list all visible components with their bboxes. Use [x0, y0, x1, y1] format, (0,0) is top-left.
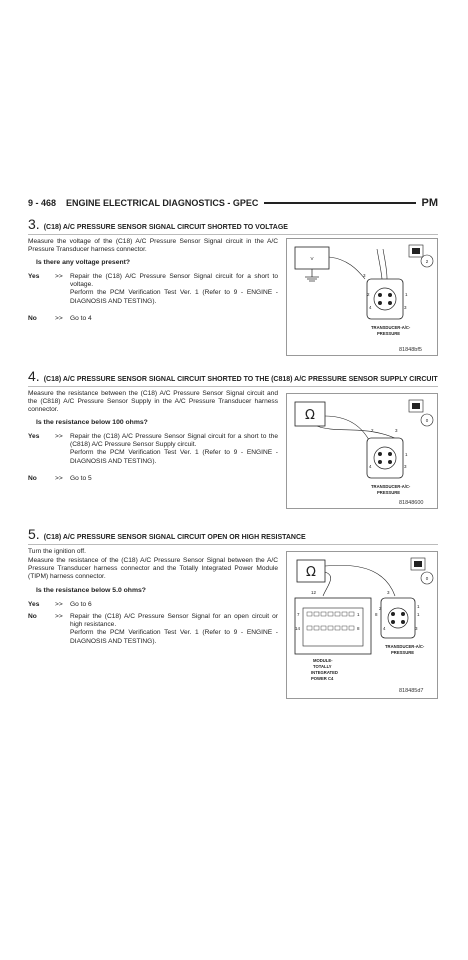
meter-symbol: Ω — [306, 565, 316, 580]
figure-label: PRESSURE — [391, 650, 415, 655]
pin-label: 1 — [417, 604, 420, 609]
pin-label: 7 — [297, 612, 300, 617]
meter-symbol: V — [310, 256, 314, 261]
answer-line: Repair the (C18) A/C Pressure Sensor Signal circuit for a short to voltage. — [70, 273, 278, 289]
test-question: Is there any voltage present? — [36, 259, 131, 266]
answer-arrow: >> — [55, 601, 63, 608]
answer-key: Yes — [28, 433, 40, 440]
answer-arrow: >> — [55, 613, 63, 620]
figure-label: MODULE- — [313, 658, 333, 663]
figure-id: 81848600 — [399, 500, 424, 506]
manual-page — [28, 196, 438, 694]
answer-key: Yes — [28, 601, 40, 608]
meter-symbol: Ω — [305, 408, 315, 423]
answer-line: Repair the (C18) A/C Pressure Sensor Signal circuit for a short to the (C818) A/C Pressure Sensor Supply circuit. — [70, 433, 278, 449]
instruction-text: Turn the ignition off. — [28, 548, 86, 555]
answer-key: No — [28, 613, 37, 620]
step-heading — [28, 370, 438, 387]
pin-label: 3 — [363, 273, 366, 278]
figure-label: TOTALLY — [313, 664, 332, 669]
figure-label: INTEGRATED — [311, 670, 338, 675]
figure-label: TRANSDUCER-A/C- — [371, 484, 411, 489]
figure-id: 81848bf5 — [399, 347, 422, 353]
step-4 — [28, 368, 438, 506]
answer-arrow: >> — [55, 433, 63, 440]
pin-label: 3 — [404, 464, 407, 469]
pin-label: 2 — [367, 292, 370, 297]
pin-label: 4 — [383, 626, 386, 631]
answer-line: Repair the (C18) A/C Pressure Sensor Signal for an open circuit or high resistance. — [70, 613, 278, 629]
answer-arrow: >> — [55, 475, 63, 482]
step-3 — [28, 216, 438, 353]
step-heading — [28, 528, 438, 545]
answer-key: No — [28, 315, 37, 322]
answer-line: Perform the PCM Verification Test Ver. 1 (Refer to 9 - ENGINE - DIAGNOSIS AND TESTING). — [70, 449, 278, 465]
instruction-text: Measure the voltage of the (C18) A/C Pressure Sensor Signal circuit in the A/C Pressure Transducer harness connector. — [28, 238, 278, 254]
test-question: Is the resistance below 5.0 ohms? — [36, 587, 146, 594]
header-rule — [264, 202, 415, 204]
step-number: 3. — [28, 216, 40, 232]
answer-line: Perform the PCM Verification Test Ver. 1 (Refer to 9 - ENGINE - DIAGNOSIS AND TESTING). — [70, 289, 278, 305]
pin-label: 3 — [387, 590, 390, 595]
vehicle-code: PM — [421, 197, 438, 209]
answer-line: Go to 4 — [70, 315, 92, 322]
answer-line: Go to 5 — [70, 475, 92, 482]
step-number: 4. — [28, 368, 40, 384]
pin-label: 12 — [311, 590, 317, 595]
pin-label: 8 — [357, 626, 360, 631]
answer-key: Yes — [28, 273, 40, 280]
page-header — [28, 196, 438, 210]
answer-key: No — [28, 475, 37, 482]
instruction-text: Measure the resistance between the (C18) A/C Pressure Sensor Signal circuit and the (C818) A/C Pressure Sensor Supply in the A/C Pressure Transducer harness connector. — [28, 390, 278, 414]
pin-label: 3 — [395, 428, 398, 433]
pin-label: 2 — [379, 606, 382, 611]
step-5 — [28, 526, 438, 694]
figure-label: TRANSDUCER-A/C- — [385, 644, 425, 649]
step-heading — [28, 218, 438, 235]
pin-label: 1 — [405, 452, 408, 457]
pin-label: 14 — [295, 626, 301, 631]
page-title: ENGINE ELECTRICAL DIAGNOSTICS - GPEC — [66, 198, 259, 208]
pin-label: 1 — [357, 612, 360, 617]
pin-label: 1 — [405, 292, 408, 297]
figure-resistance-test — [286, 393, 438, 509]
pin-label: 3 — [415, 626, 418, 631]
plug-number: 0 — [425, 418, 429, 423]
figure-label: PRESSURE — [377, 490, 401, 495]
step-title: (C18) A/C PRESSURE SENSOR SIGNAL CIRCUIT SHORTED TO VOLTAGE — [43, 224, 288, 231]
answer-line: Perform the PCM Verification Test Ver. 1 (Refer to 9 - ENGINE - DIAGNOSIS AND TESTING). — [70, 629, 278, 645]
test-question: Is the resistance below 100 ohms? — [36, 419, 148, 426]
answer-arrow: >> — [55, 273, 63, 280]
step-title: (C18) A/C PRESSURE SENSOR SIGNAL CIRCUIT OPEN OR HIGH RESISTANCE — [43, 534, 306, 541]
instruction-text: Measure the resistance of the (C18) A/C Pressure Sensor Signal between the A/C Pressure Transducer harness connector and the Totally Integrated Power Module (TIPM) harness connector. — [28, 557, 278, 581]
step-number: 5. — [28, 526, 40, 542]
figure-label: TRANSDUCER-A/C- — [371, 325, 411, 330]
answer-arrow: >> — [55, 315, 63, 322]
pin-label: 4 — [369, 305, 372, 310]
figure-label: POWER C4 — [311, 676, 334, 681]
figure-continuity-test — [286, 551, 438, 699]
step-title: (C18) A/C PRESSURE SENSOR SIGNAL CIRCUIT SHORTED TO THE (C818) A/C PRESSURE SENSOR SUPPLY CIRCUIT — [43, 376, 438, 383]
figure-voltage-test — [286, 238, 438, 356]
figure-id: 818485d7 — [399, 688, 424, 694]
pin-label: 3 — [404, 305, 407, 310]
answer-line: Go to 6 — [70, 601, 92, 608]
pin-label: 8 — [375, 612, 378, 617]
pin-label: 1 — [417, 612, 420, 617]
figure-label: PRESSURE — [377, 331, 401, 336]
page-number: 9 - 468 — [28, 198, 57, 208]
pin-label: 4 — [369, 464, 372, 469]
plug-number: 0 — [425, 576, 429, 581]
plug-number: 2 — [425, 259, 429, 264]
pin-label: 2 — [371, 428, 374, 433]
